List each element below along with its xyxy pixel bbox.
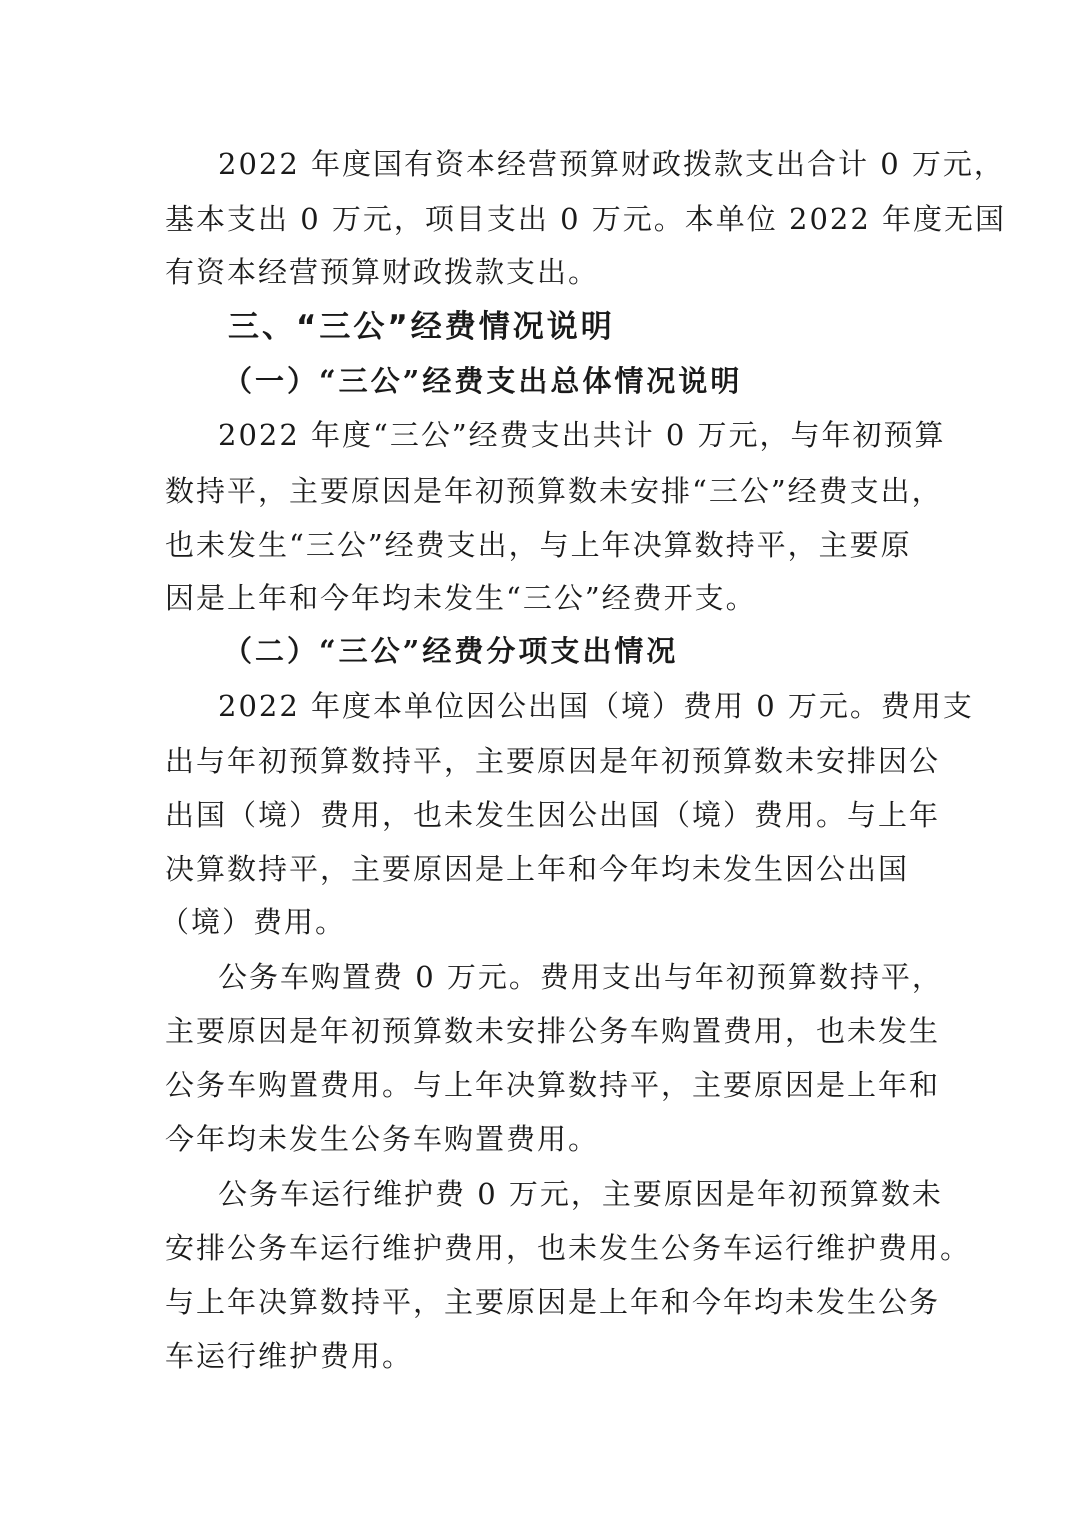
paragraph-line: 2022 年度本单位因公出国（境）费用 0 万元。费用支 bbox=[218, 689, 974, 723]
paragraph-line: 公务车购置费 0 万元。费用支出与年初预算数持平， bbox=[218, 960, 943, 994]
paragraph-line: 也未发生“三公”经费支出，与上年决算数持平，主要原 bbox=[165, 528, 912, 562]
paragraph-line: 数持平，主要原因是年初预算数未安排“三公”经费支出， bbox=[165, 474, 943, 508]
paragraph-line: 出国（境）费用，也未发生因公出国（境）费用。与上年 bbox=[165, 798, 941, 832]
subsection-heading: （一）“三公”经费支出总体情况说明 bbox=[223, 364, 743, 398]
paragraph-line: 车运行维护费用。 bbox=[165, 1339, 414, 1373]
paragraph-line: 安排公务车运行维护费用，也未发生公务车运行维护费用。 bbox=[165, 1231, 972, 1265]
paragraph-line: 有资本经营预算财政拨款支出。 bbox=[165, 255, 600, 289]
paragraph-line: 公务车购置费用。与上年决算数持平，主要原因是上年和 bbox=[165, 1068, 941, 1102]
paragraph-line: 今年均未发生公务车购置费用。 bbox=[165, 1122, 600, 1156]
paragraph-line: 2022 年度国有资本经营预算财政拨款支出合计 0 万元， bbox=[218, 147, 1005, 181]
subsection-heading: （二）“三公”经费分项支出情况 bbox=[223, 634, 679, 668]
paragraph-line: 公务车运行维护费 0 万元，主要原因是年初预算数未 bbox=[218, 1177, 943, 1211]
paragraph-line: 出与年初预算数持平，主要原因是年初预算数未安排因公 bbox=[165, 744, 941, 778]
paragraph-line: 决算数持平，主要原因是上年和今年均未发生因公出国 bbox=[165, 852, 910, 886]
section-heading: 三、“三公”经费情况说明 bbox=[228, 309, 615, 345]
paragraph-line: 与上年决算数持平，主要原因是上年和今年均未发生公务 bbox=[165, 1285, 941, 1319]
paragraph-line: 主要原因是年初预算数未安排公务车购置费用，也未发生 bbox=[165, 1014, 941, 1048]
paragraph-line: （境）费用。 bbox=[160, 905, 347, 939]
paragraph-line: 2022 年度“三公”经费支出共计 0 万元，与年初预算 bbox=[218, 418, 946, 452]
paragraph-line: 因是上年和今年均未发生“三公”经费开支。 bbox=[165, 581, 757, 615]
paragraph-line: 基本支出 0 万元，项目支出 0 万元。本单位 2022 年度无国 bbox=[165, 202, 1007, 236]
